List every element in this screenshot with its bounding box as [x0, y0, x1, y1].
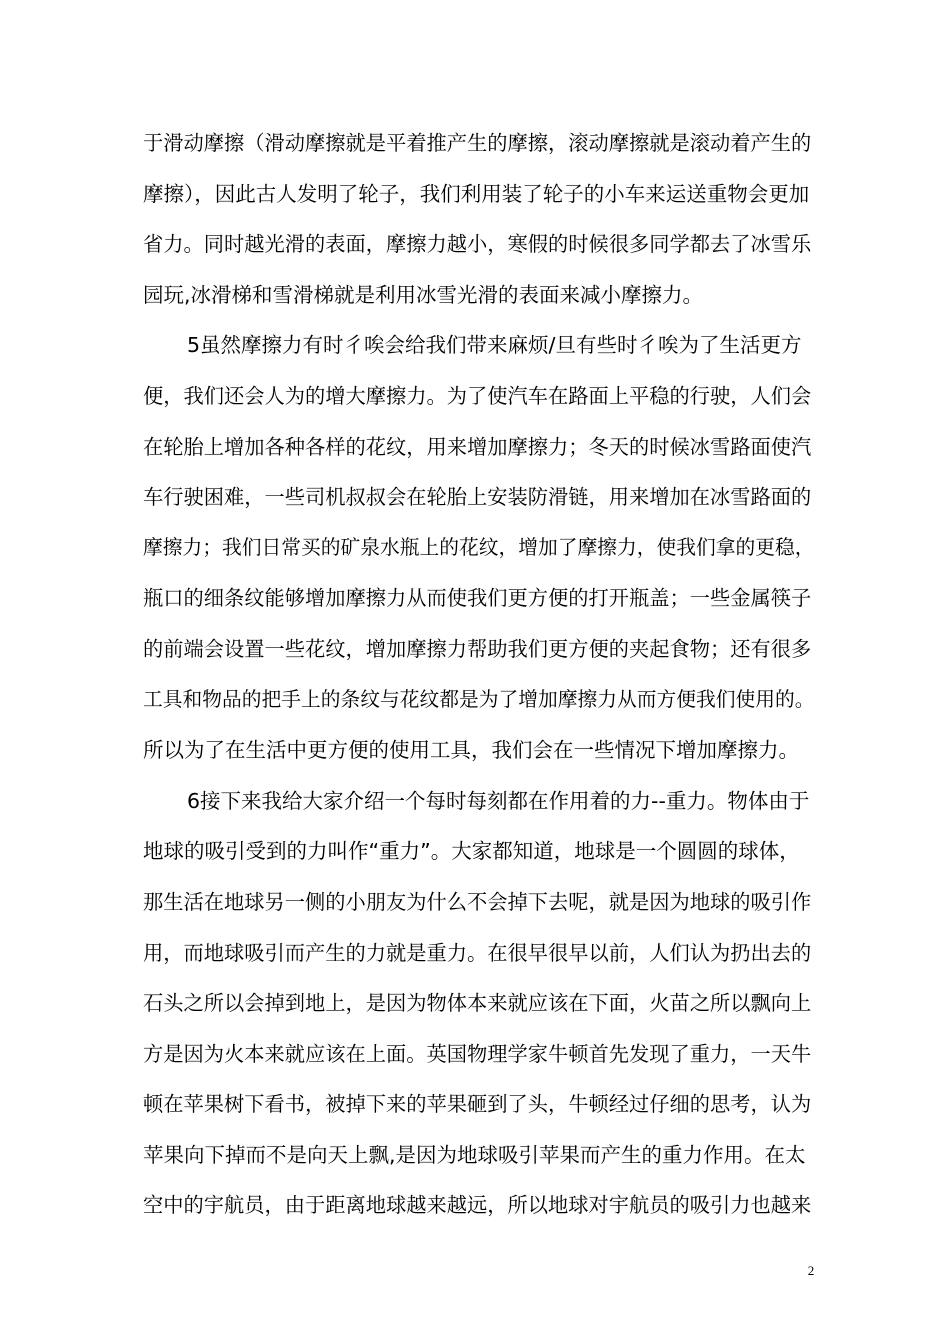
text-line: 那生活在地球另一侧的小朋友为什么不会掉下去呢，就是因为地球的吸引作 [143, 889, 812, 914]
text-line: 方是因为火本来就应该在上面。英国物理学家牛顿首先发现了重力，一天牛 [143, 1041, 812, 1066]
text-line: 5虽然摩擦力有时彳唉会给我们带来麻烦/旦有些时彳唉为了生活更方 [187, 333, 802, 358]
text-line: 在轮胎上增加各种各样的花纹，用来增加摩擦力；冬天的时候冰雪路面使汽 [143, 434, 812, 459]
text-line: 摩擦力；我们日常买的矿泉水瓶上的花纹，增加了摩擦力，使我们拿的更稳， [143, 535, 815, 559]
text-line: 车行驶困难，一些司机叔叔会在轮胎上安装防滑链，用来增加在冰雪路面的 [143, 485, 812, 510]
text-line: 所以为了在生活中更方便的使用工具，我们会在一些情况下增加摩擦力。 [143, 738, 799, 763]
text-line: 空中的宇航员，由于距离地球越来越远，所以地球对宇航员的吸引力也越来 [143, 1193, 812, 1218]
text-line: 便，我们还会人为的增大摩擦力。为了使汽车在路面上平稳的行驶，人们会 [143, 383, 812, 408]
text-line: 工具和物品的把手上的条纹与花纹都是为了增加摩擦力从而方便我们使用的。 [143, 687, 815, 711]
text-line: 摩擦），因此古人发明了轮子，我们利用装了轮子的小车来运送重物会更加 [143, 181, 810, 206]
text-line: 苹果向下掉而不是向天上飘,是因为地球吸引苹果而产生的重力作用。在太 [143, 1142, 806, 1167]
text-line: 地球的吸引受到的力叫作“重力”。大家都知道，地球是一个圆圆的球体， [143, 839, 800, 864]
text-line: 的前端会设置一些花纹，增加摩擦力帮助我们更方便的夹起食物；还有很多 [143, 636, 812, 661]
text-line: 顿在苹果树下看书，被掉下来的苹果砸到了头，牛顿经过仔细的思考，认为 [143, 1092, 812, 1117]
text-line: 6接下来我给大家介绍一个每时每刻都在作用着的力--重力。物体由于 [187, 788, 810, 813]
text-line: 园玩,冰滑梯和雪滑梯就是利用冰雪光滑的表面来减小摩擦力。 [143, 282, 704, 307]
text-line: 瓶口的细条纹能够增加摩擦力从而使我们更方便的打开瓶盖；一些金属筷子 [143, 586, 812, 611]
text-line: 用，而地球吸引而产生的力就是重力。在很早很早以前，人们认为扔出去的 [143, 940, 812, 965]
text-line: 石头之所以会掉到地上，是因为物体本来就应该在下面，火苗之所以飘向上 [143, 991, 812, 1016]
text-line: 于滑动摩擦（滑动摩擦就是平着推产生的摩擦，滚动摩擦就是滚动着产生的 [143, 131, 812, 155]
body-text [143, 118, 815, 1231]
text-line: 省力。同时越光滑的表面，摩擦力越小，寒假的时候很多同学都去了冰雪乐 [143, 232, 812, 257]
page-number: 2 [807, 1263, 815, 1278]
